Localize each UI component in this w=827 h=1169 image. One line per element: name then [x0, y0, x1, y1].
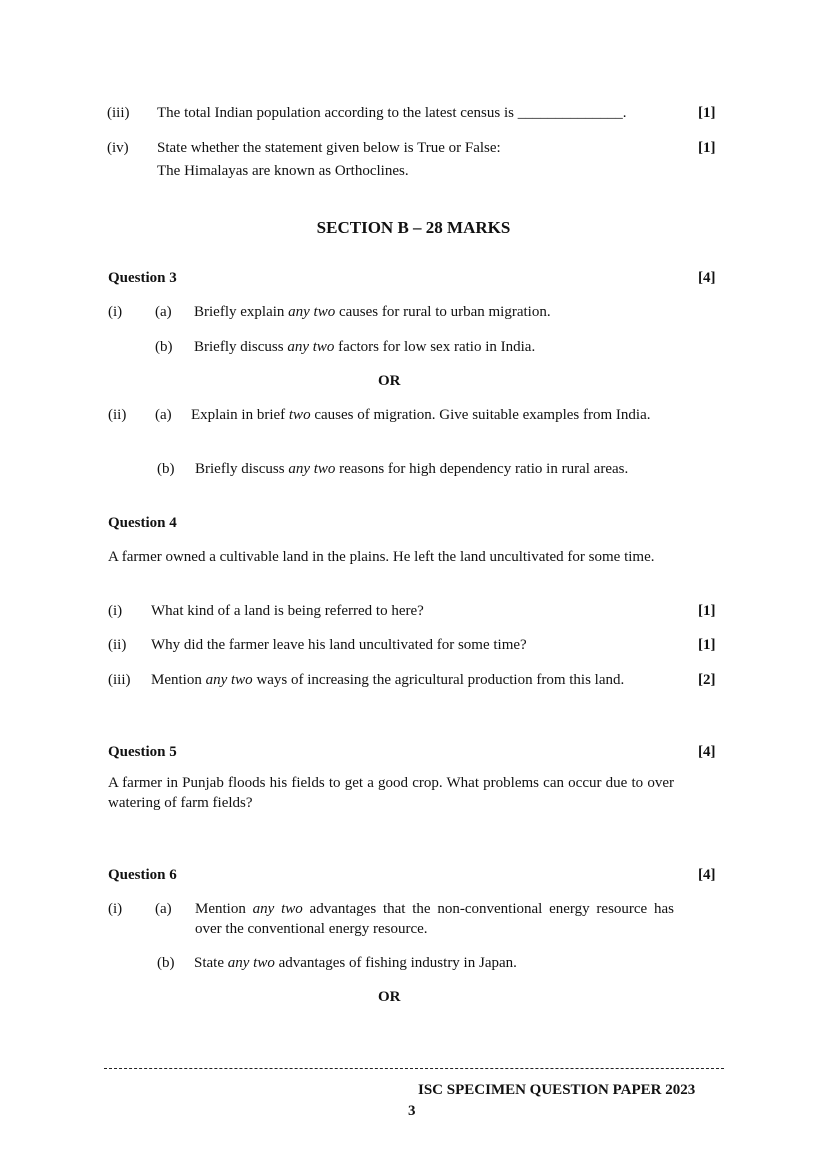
section-heading: SECTION B – 28 MARKS [316, 218, 511, 237]
sub-label: (b) [157, 461, 175, 477]
question-text: Explain in brief two causes of migration. Give suitable examples from India. [191, 407, 651, 423]
footer-divider [104, 1068, 724, 1069]
item-number: (iv) [107, 140, 129, 156]
item-number: (i) [108, 304, 123, 320]
item-number: (iii) [107, 105, 130, 121]
marks: [1] [698, 140, 716, 156]
item-number: (i) [108, 901, 123, 917]
question-text: Why did the farmer leave his land uncultivated for some time? [151, 637, 527, 653]
marks: [4] [698, 270, 716, 286]
question-title: Question 6 [108, 867, 177, 883]
item-number: (ii) [108, 637, 127, 653]
question-text: A farmer in Punjab floods his fields to get a good crop. What problems can occur due to over watering of farm fields? [108, 775, 674, 811]
question-text: Briefly discuss any two factors for low sex ratio in India. [194, 339, 536, 355]
question-text: The total Indian population according to the latest census is ______________. [157, 105, 627, 121]
sub-label: (b) [157, 955, 175, 971]
question-intro: A farmer owned a cultivable land in the plains. He left the land uncultivated for some time. [108, 549, 655, 565]
item-number: (iii) [108, 672, 131, 688]
marks: [1] [698, 105, 716, 121]
question-text: What kind of a land is being referred to here? [151, 603, 424, 619]
footer-title: ISC SPECIMEN QUESTION PAPER 2023 [418, 1082, 696, 1098]
sub-label: (a) [155, 304, 172, 320]
sub-label: (a) [155, 407, 172, 423]
or-separator: OR [378, 373, 401, 389]
question-text: Mention any two advantages that the non-conventional energy resource has over the conventional energy resource. [195, 901, 674, 937]
item-number: (ii) [108, 407, 127, 423]
marks: [1] [698, 637, 716, 653]
marks: [2] [698, 672, 716, 688]
marks: [1] [698, 603, 716, 619]
marks: [4] [698, 867, 716, 883]
or-separator: OR [378, 989, 401, 1005]
marks: [4] [698, 744, 716, 760]
sub-label: (a) [155, 901, 172, 917]
question-text: Briefly discuss any two reasons for high dependency ratio in rural areas. [195, 461, 629, 477]
question-title: Question 3 [108, 270, 177, 286]
question-text: State any two advantages of fishing industry in Japan. [194, 955, 517, 971]
item-number: (i) [108, 603, 123, 619]
page-number: 3 [408, 1103, 416, 1119]
question-title: Question 4 [108, 515, 177, 531]
question-text: Briefly explain any two causes for rural to urban migration. [194, 304, 551, 320]
question-title: Question 5 [108, 744, 177, 760]
question-text: State whether the statement given below is True or False: [157, 140, 501, 156]
question-text: Mention any two ways of increasing the agricultural production from this land. [151, 672, 625, 688]
sub-label: (b) [155, 339, 173, 355]
question-text: The Himalayas are known as Orthoclines. [157, 163, 409, 179]
